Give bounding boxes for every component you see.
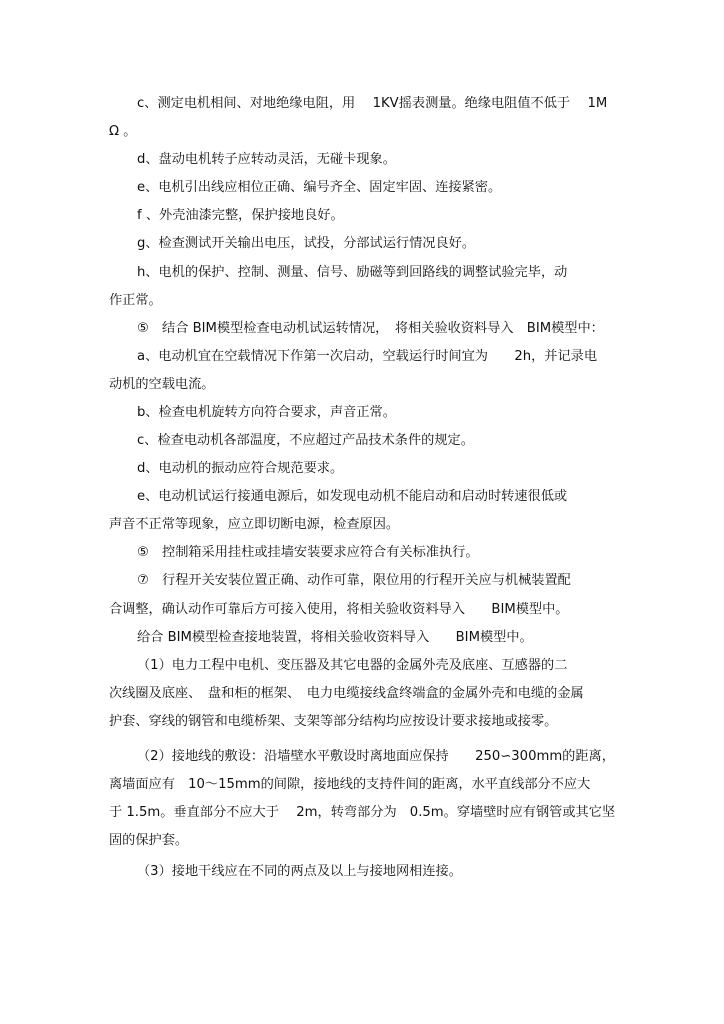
text-line: （2）接地线的敷设：沿墙壁水平敷设时离地面应保持 250∽300mm的距离， <box>137 749 615 764</box>
text-line: c、检查电动机各部温度，不应超过产品技术条件的规定。 <box>137 433 474 448</box>
text-line: e、电机引出线应相位正确、编号齐全、固定牢固、连接紧密。 <box>137 180 502 195</box>
text-line: a、电动机宜在空载情况下作第一次启动，空载运行时间宜为 2h，并记录电 <box>137 349 598 364</box>
text-line: 合调整，确认动作可靠后方可接入使用，将相关验收资料导入 BIM模型中。 <box>109 602 569 617</box>
text-line: e、电动机试运行接通电源后，如发现电动机不能启动和启动时转速很低或 <box>137 489 568 504</box>
text-line: g、检查测试开关输出电压，试投，分部试运行情况良好。 <box>137 236 476 251</box>
text-line: ⑦ 行程开关安装位置正确、动作可靠，限位用的行程开关应与机械装置配 <box>137 573 571 588</box>
text-line: 固的保护套。 <box>109 833 189 848</box>
text-line: （1）电力工程中电机、变压器及其它电器的金属外壳及底座、互感器的二 <box>137 658 568 673</box>
text-line: 离墙面应有 10～15mm的间隙，接地线的支持件间的距离，水平直线部分不应大 <box>109 777 591 792</box>
text-line: d、盘动电机转子应转动灵活，无碰卡现象。 <box>137 152 396 167</box>
text-line: 次线圈及底座、 盘和柜的框架、 电力电缆接线盒终端盒的金属外壳和电缆的金属 <box>109 686 584 701</box>
text-line: b、检查电机旋转方向符合要求，声音正常。 <box>137 405 396 420</box>
text-line: f 、外壳油漆完整，保护接地良好。 <box>137 208 344 223</box>
text-line: 动机的空载电流。 <box>109 377 215 392</box>
text-line: （3）接地干线应在不同的两点及以上与接地网相连接。 <box>137 864 462 879</box>
text-line: 作正常。 <box>109 293 162 308</box>
text-line: 护套、穿线的钢管和电缆桥架、支架等部分结构均应按设计要求接地或接零。 <box>109 714 558 729</box>
text-line: 声音不正常等现象，应立即切断电源，检查原因。 <box>109 517 400 532</box>
text-line: 给合 BIM模型检查接地装置，将相关验收资料导入 BIM模型中。 <box>137 630 533 645</box>
text-line: 于 1.5m。垂直部分不应大于 2m，转弯部分为 0.5m。穿墙壁时应有钢管或其它坚 <box>109 805 616 820</box>
text-line: Ω 。 <box>109 124 137 139</box>
text-line: d、电动机的振动应符合规范要求。 <box>137 461 344 476</box>
text-line: ⑤ 结合 BIM模型检查电动机试运转情况， 将相关验收资料导入 BIM模型中： <box>137 321 604 336</box>
text-line: h、电机的保护、控制、测量、信号、励磁等到回路线的调整试验完毕，动 <box>137 265 568 280</box>
text-line: ⑤ 控制箱采用挂柱或挂墙安装要求应符合有关标准执行。 <box>137 545 479 560</box>
text-line: c、测定电机相间、对地绝缘电阻，用 1KV摇表测量。绝缘电阻值不低于 1M <box>137 96 608 111</box>
